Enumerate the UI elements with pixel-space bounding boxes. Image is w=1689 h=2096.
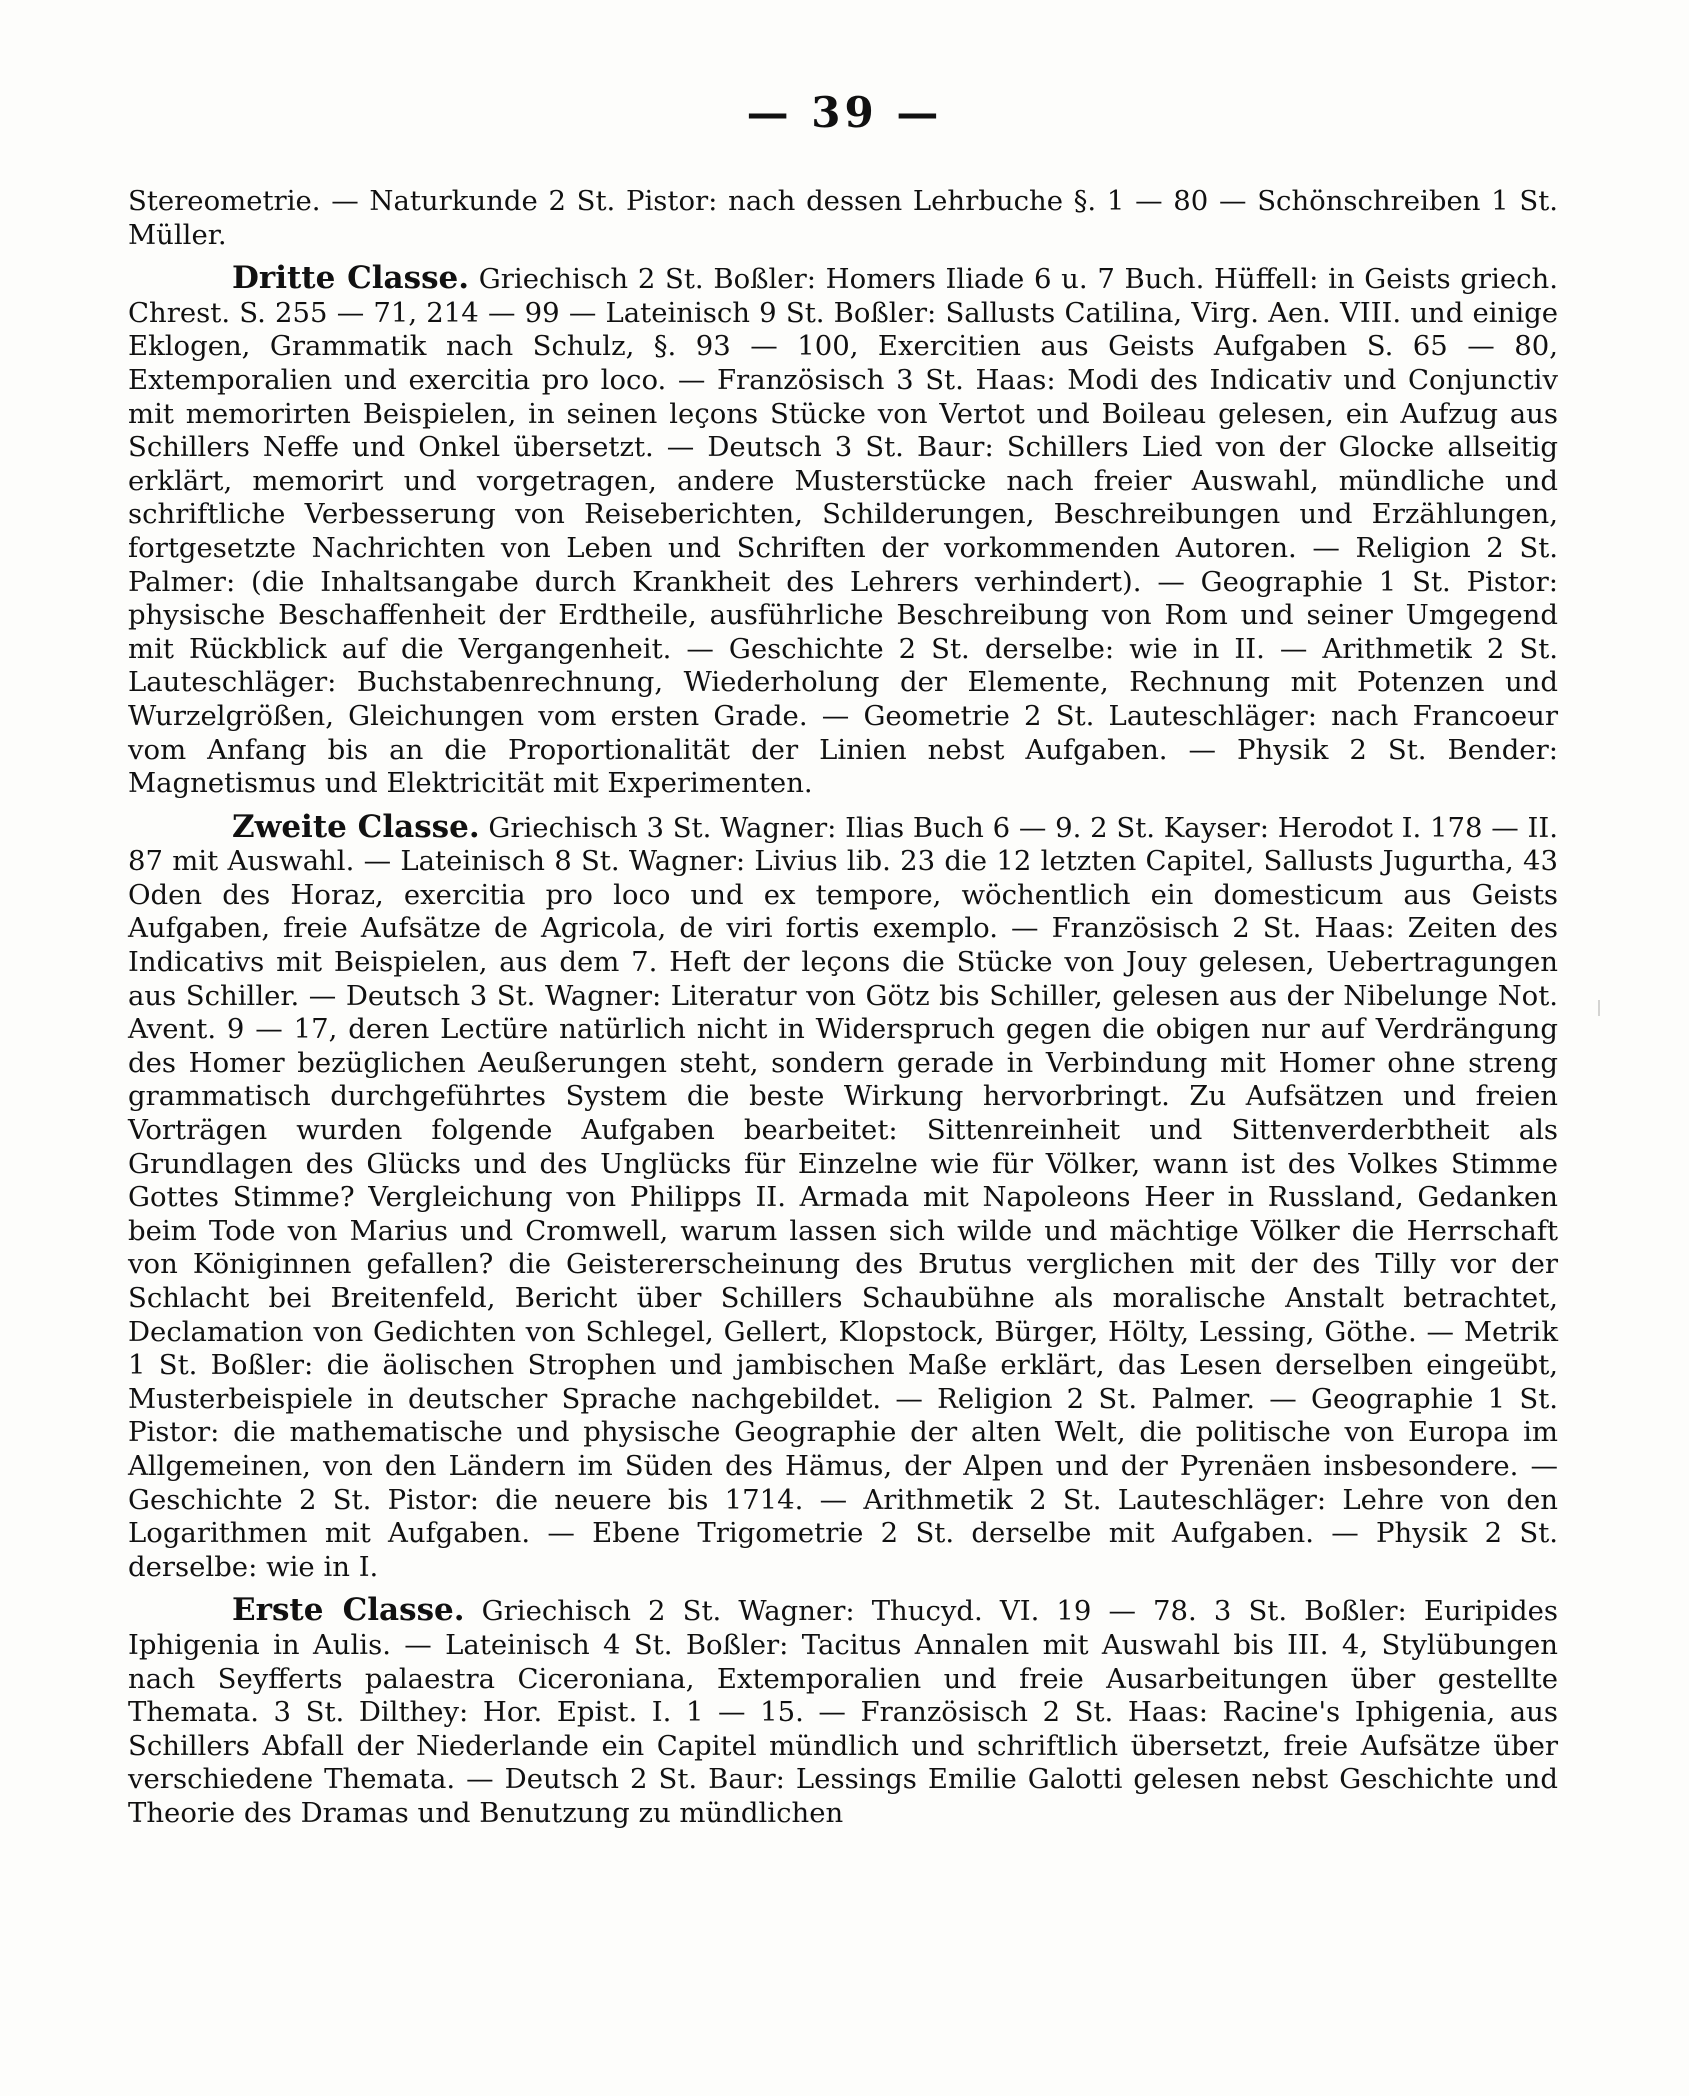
section-second-class — [128, 808, 1558, 1585]
section-text: Griechisch 3 St. Wagner: Ilias Buch 6 — 9. 2 St. Kayser: Herodot I. 178 — II. 87 mit Auswahl. — Lateinisch 8 St. Wagner: Livius lib. 23 die 12 letzten Capitel, Sallusts Jugurtha, 43 Oden des Horaz, exercitia pro loco und ex tempore, wöchentlich ein domesticum aus Geists Aufgaben, freie Aufsätze de Agricola, de viri fortis exemplo. — Französisch 2 St. Haas: Zeiten des Indicativs mit Beispielen, aus dem 7. Heft der leçons die Stücke von Jouy gelesen, Uebertragungen aus Schiller. — Deutsch 3 St. Wagner: Literatur von Götz bis Schiller, gelesen aus der Nibelunge Not. Avent. 9 — 17, deren Lectüre natürlich nicht in Widerspruch gegen die obigen nur auf Verdrängung des Homer bezüglichen Aeußerungen steht, sondern gerade in Verbindung mit Homer ohne streng grammatisch durchgeführtes System die beste Wirkung hervorbringt. Zu Aufsätzen und freien Vorträgen wurden folgende Aufgaben bearbeitet: Sittenreinheit und Sittenverderbtheit als Grundlagen des Glücks und des Unglücks für Einzelne wie für Völker, wann ist des Volkes Stimme Gottes Stimme? Vergleichung von Philipps II. Armada mit Napoleons Heer in Russland, Gedanken beim Tode von Marius und Cromwell, warum lassen sich wilde und mächtige Völker die Herrschaft von Königinnen gefallen? die Geistererscheinung des Brutus verglichen mit der des Tilly vor der Schlacht bei Breitenfeld, Bericht über Schillers Schaubühne als moralische Anstalt betrachtet, Declamation von Gedichten von Schlegel, Gellert, Klopstock, Bürger, Hölty, Lessing, Göthe. — Metrik 1 St. Boßler: die äolischen Strophen und jambischen Maße erklärt, das Lesen derselben eingeübt, Musterbeispiele in deutscher Sprache nachgebildet. — Religion 2 St. Palmer. — Geographie 1 St. Pistor: die mathematische und physische Geographie der alten Welt, die politische von Europa im Allgemeinen, von den Ländern im Süden des Hämus, der Alpen und der Pyrenäen insbesondere. — Geschichte 2 St. Pistor: die neuere bis 1714. — Arithmetik 2 St. Lauteschläger: Lehre von den Logarithmen mit Aufgaben. — Ebene Trigometrie 2 St. derselbe mit Aufgaben. — Physik 2 St. derselbe: wie in I. — [128, 811, 1558, 1583]
section-heading: Dritte Classe. — [232, 260, 470, 297]
section-third-class — [128, 262, 1558, 801]
section-heading: Zweite Classe. — [232, 808, 480, 845]
body-text — [128, 185, 1558, 1831]
section-heading: Erste Classe. — [232, 1592, 465, 1629]
section-text: Griechisch 2 St. Boßler: Homers Iliade 6 u. 7 Buch. Hüffell: in Geists griech. Chrest. S. 255 — 71, 214 — 99 — Lateinisch 9 St. Boßler: Sallusts Catilina, Virg. Aen. VIII. und einige Eklogen, Grammatik nach Schulz, §. 93 — 100, Exercitien aus Geists Aufgaben S. 65 — 80, Extemporalien und exercitia pro loco. — Französisch 3 St. Haas: Modi des Indicativ und Conjunctiv mit memorirten Beispielen, in seinen leçons Stücke von Vertot und Boileau gelesen, ein Aufzug aus Schillers Neffe und Onkel übersetzt. — Deutsch 3 St. Baur: Schillers Lied von der Glocke allseitig erklärt, memorirt und vorgetragen, andere Musterstücke nach freier Auswahl, mündliche und schriftliche Verbesserung von Reiseberichten, Schilderungen, Beschreibungen und Erzählungen, fortgesetzte Nachrichten von Leben und Schriften der vorkommenden Autoren. — Religion 2 St. Palmer: (die Inhaltsangabe durch Krankheit des Lehrers verhindert). — Geographie 1 St. Pistor: physische Beschaffenheit der Erdtheile, ausführliche Beschreibung von Rom und seiner Umgegend mit Rückblick auf die Vergangenheit. — Geschichte 2 St. derselbe: wie in II. — Arithmetik 2 St. Lauteschläger: Buchstabenrechnung, Wiederholung der Elemente, Rechnung mit Potenzen und Wurzelgrößen, Gleichungen vom ersten Grade. — Geometrie 2 St. Lauteschläger: nach Francoeur vom Anfang bis an die Proportionalität der Linien nebst Aufgaben. — Physik 2 St. Bender: Magnetismus und Elektricität mit Experimenten. — [128, 263, 1558, 800]
page-number: — 39 — — [746, 88, 943, 137]
margin-ink-mark — [1598, 1000, 1600, 1016]
section-text: Griechisch 2 St. Wagner: Thucyd. VI. 19 — 78. 3 St. Boßler: Euripides Iphigenia in Aulis. — Lateinisch 4 St. Boßler: Tacitus Annalen mit Auswahl bis III. 4, Stylübungen nach Seyfferts palaestra Ciceroniana, Extemporalien und freie Ausarbeitungen über gestellte Themata. 3 St. Dilthey: Hor. Epist. I. 1 — 15. — Französisch 2 St. Haas: Racine's Iphigenia, aus Schillers Abfall der Niederlande ein Capitel mündlich und schriftlich übersetzt, freie Aufsätze über verschiedene Themata. — Deutsch 2 St. Baur: Lessings Emilie Galotti gelesen nebst Geschichte und Theorie des Dramas und Benutzung zu mündlichen — [128, 1595, 1558, 1829]
section-first-class — [128, 1594, 1558, 1830]
intro-paragraph: Stereometrie. — Naturkunde 2 St. Pistor: nach dessen Lehrbuche §. 1 — 80 — Schönschreiben 1 St. Müller. — [128, 185, 1558, 251]
